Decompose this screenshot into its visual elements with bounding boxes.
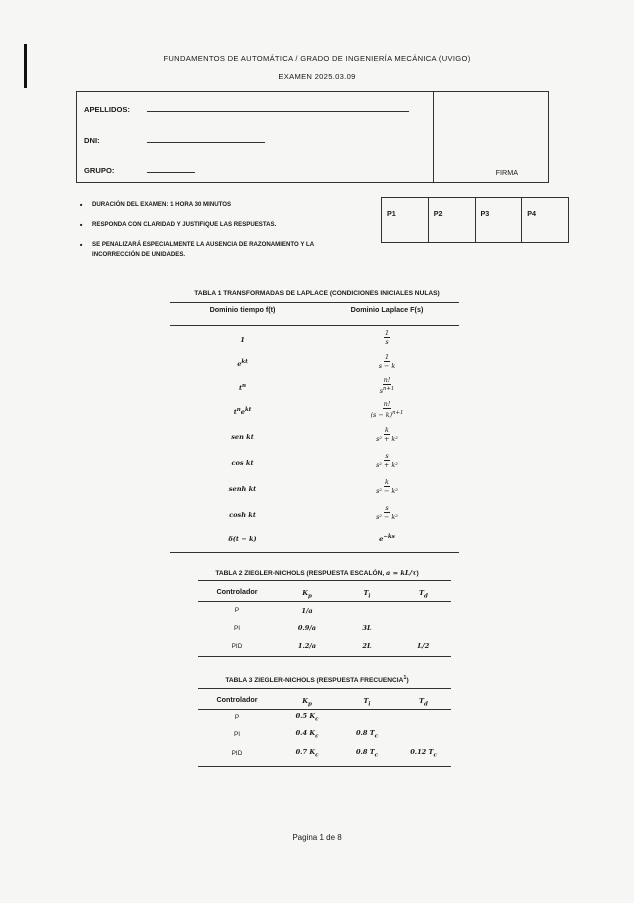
course-title: FUNDAMENTOS DE AUTOMÁTICA / GRADO DE INGENIERÍA MECÁNICA (UVIGO) [163, 54, 471, 63]
table-header-row [198, 690, 451, 708]
time-function: sen kt [231, 433, 254, 441]
kp-cell: 0.5 $K_c$ [295, 712, 319, 723]
time-function: cosh kt [229, 511, 256, 519]
laplace-fraction: $\frac{k}{\text{s² + k²}}$ [376, 426, 398, 444]
exam-date: EXAMEN 2025.03.09 [278, 72, 356, 81]
controller-cell: PI [233, 624, 241, 632]
header-td: $T_d$ [419, 589, 428, 600]
td-cell [396, 619, 451, 637]
score-cell-p2[interactable]: P2 [429, 198, 476, 242]
laplace-fraction: $\frac{s}{\text{s² − k²}}$ [376, 504, 398, 522]
apellidos-label: APELLIDOS: [84, 105, 130, 114]
table-row [170, 326, 459, 350]
laplace-fraction: $\frac{k}{\text{s² − k²}}$ [376, 478, 398, 496]
ti-cell [338, 710, 396, 725]
apellidos-field[interactable] [147, 111, 409, 112]
table-row [170, 500, 459, 526]
laplace-fraction: $\frac{n!}{s^{n+1}}$ [379, 376, 395, 396]
margin-mark [24, 44, 27, 88]
signature-divider [433, 92, 434, 182]
kp-cell: 0.7 $K_c$ [295, 748, 319, 759]
td-cell [396, 725, 451, 744]
score-grid [381, 197, 569, 243]
time-function: cos kt [231, 459, 254, 467]
kp-cell: 0.9/a [297, 624, 317, 632]
kp-cell: 1/a [301, 606, 313, 615]
header-ti: $T_i$ [363, 697, 371, 708]
ti-cell: 0.8 $T_c$ [355, 748, 379, 759]
time-function: δ(t − k) [228, 535, 257, 543]
header-kp: $K_p$ [302, 697, 312, 708]
ziegler-frequency-table [198, 690, 451, 708]
laplace-expression: $e^{-ks}$ [379, 533, 395, 543]
instruction-item: ■ SE PENALIZARÁ ESPECIALMENTE LA AUSENCIA DE RAZONAMIENTO Y LA INCORRECCIÓN DE UNIDADES. [80, 240, 340, 260]
table-row [170, 526, 459, 548]
td-cell [396, 602, 451, 619]
ti-cell: 0.8 $T_c$ [355, 729, 379, 740]
table3-caption: TABLA 3 ZIEGLER-NICHOLS (RESPUESTA FRECUENCIA$^1$) [225, 675, 409, 685]
time-function: $t^n$ [238, 382, 247, 392]
controller-cell: PID [231, 642, 243, 650]
laplace-fraction: $\frac{n!}{(s - k)^{n+1}}$ [370, 400, 404, 420]
laplace-fraction: $\frac{1}{s}$ [384, 329, 390, 347]
laplace-fraction: $\frac{1}{s - k}$ [378, 353, 396, 371]
td-cell [396, 710, 451, 725]
table-row [198, 725, 451, 744]
page-number: Pagina 1 de 8 [292, 833, 342, 842]
score-cell-p1[interactable]: P1 [382, 198, 429, 242]
ziegler-step-body [198, 602, 451, 655]
table-row [170, 422, 459, 448]
ziegler-step-table [198, 582, 451, 600]
student-info-box [76, 91, 549, 183]
controller-cell: PID [231, 750, 243, 757]
ziegler-frequency-body [198, 710, 451, 763]
table-row [170, 474, 459, 500]
laplace-fraction: $\frac{s}{\text{s² + k²}}$ [376, 452, 398, 470]
table-row [170, 350, 459, 374]
time-function: $t^ne^{kt}$ [233, 406, 252, 416]
table1-header-laplace: Dominio Laplace F(s) [350, 305, 424, 314]
table-row [170, 398, 459, 422]
time-function: 1 [240, 336, 245, 344]
header-ti: $T_i$ [363, 589, 371, 600]
time-function: senh kt [228, 485, 257, 493]
laplace-table [170, 326, 459, 548]
table1-caption: TABLA 1 TRANSFORMADAS DE LAPLACE (CONDICIONES INICIALES NULAS) [194, 290, 440, 297]
td-cell: 0.12 $T_c$ [410, 748, 437, 759]
controller-cell: P [234, 607, 240, 614]
score-cell-p4[interactable]: P4 [527, 209, 537, 218]
dni-label: DNI: [84, 136, 100, 145]
table-row [198, 619, 451, 637]
table-row [170, 374, 459, 398]
table-row [170, 448, 459, 474]
instruction-item: ■ RESPONDA CON CLARIDAD Y JUSTIFIQUE LAS RESPUESTAS. [80, 220, 340, 230]
grupo-label: GRUPO: [84, 166, 115, 175]
table-row [198, 637, 451, 655]
header-controlador: Controlador [216, 586, 258, 596]
table-row [198, 602, 451, 619]
firma-label: FIRMA [495, 168, 518, 177]
header-controlador: Controlador [216, 694, 258, 704]
exam-instructions [80, 200, 340, 270]
kp-cell: 1.2/a [297, 642, 317, 650]
controller-cell: P [234, 714, 240, 721]
td-cell: L/2 [417, 642, 430, 650]
table-row [198, 710, 451, 725]
controller-cell: PI [233, 731, 241, 738]
table2-caption: TABLA 2 ZIEGLER-NICHOLS (RESPUESTA ESCALÓN, a = kL/τ) [215, 569, 419, 577]
kp-cell: 0.4 $K_c$ [295, 729, 319, 740]
dni-field[interactable] [147, 142, 265, 143]
header-td: $T_d$ [419, 697, 428, 708]
instruction-item: ■ DURACIÓN DEL EXAMEN: 1 HORA 30 MINUTOS [80, 200, 340, 210]
ti-cell: 2L [362, 642, 372, 650]
ti-cell [338, 602, 396, 619]
table-header-row [198, 582, 451, 600]
table1-header-time: Dominio tiempo f(t) [209, 305, 276, 314]
time-function: $e^{kt}$ [237, 358, 248, 368]
grupo-field[interactable] [147, 172, 195, 173]
ti-cell: 3L [362, 624, 372, 632]
table-row [198, 744, 451, 763]
score-cell-p3[interactable]: P3 [476, 198, 523, 242]
header-kp: $K_p$ [302, 589, 312, 600]
